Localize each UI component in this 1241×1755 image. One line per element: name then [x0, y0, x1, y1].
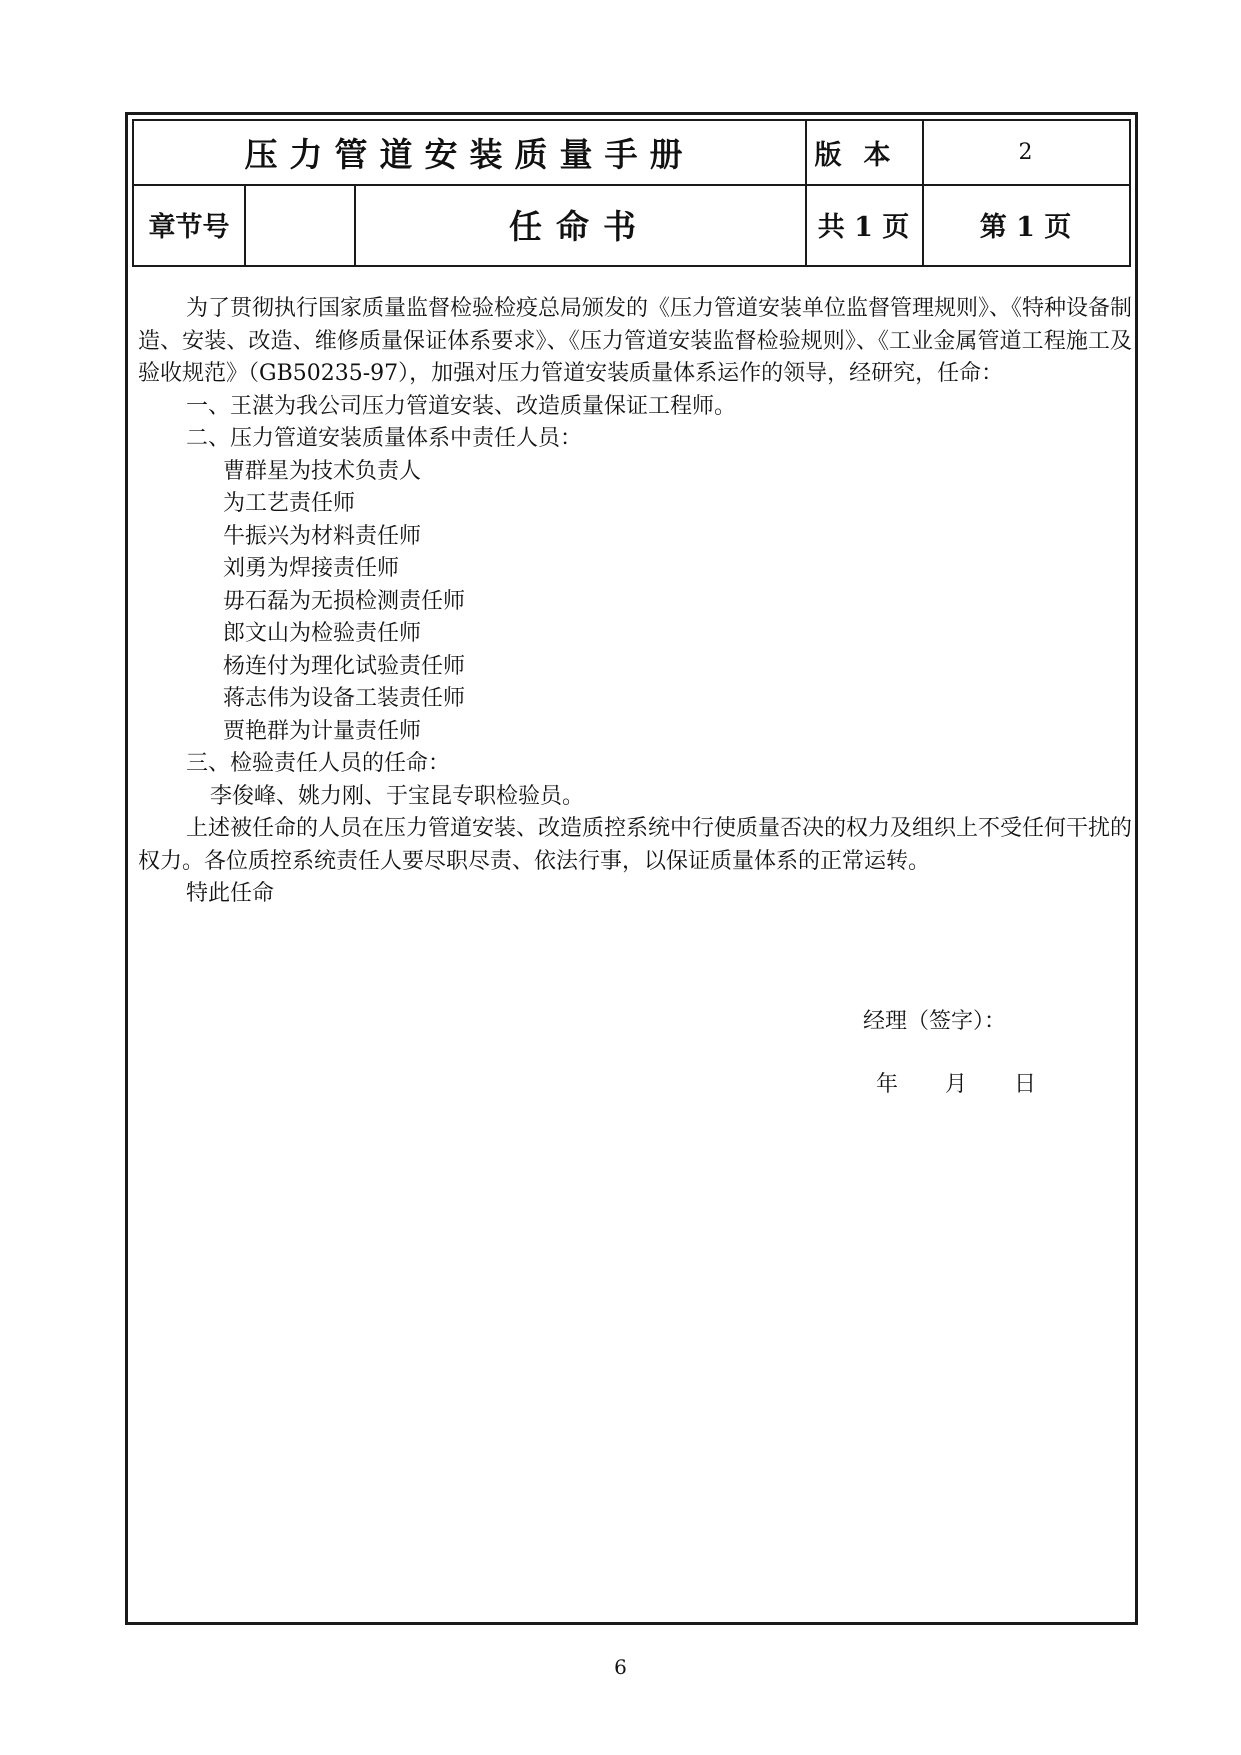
page-number: 6 [614, 1655, 627, 1679]
inspectors-line: 李俊峰、姚力刚、于宝昆专职检验员。 [210, 783, 585, 809]
chapter-value [244, 184, 354, 265]
appointment-line: 曹群星为技术负责人 [223, 458, 422, 484]
current-page: 第 1 页 [979, 212, 1072, 243]
appointment-line: 贾艳群为计量责任师 [223, 718, 422, 744]
chapter-label: 章节号 [148, 212, 230, 243]
total-pages: 共 1 页 [817, 212, 910, 243]
section-title: 任命书 [509, 207, 650, 246]
version-value: 2 [1018, 140, 1033, 165]
item-three: 三、检验责任人员的任命： [186, 751, 451, 776]
item-two: 二、压力管道安装质量体系中责任人员： [186, 426, 583, 451]
appointment-line: 刘勇为焊接责任师 [223, 556, 400, 581]
appointment-line: 为工艺责任师 [223, 491, 356, 516]
header-table [132, 119, 1131, 267]
appointment-line: 毋石磊为无损检测责任师 [223, 588, 466, 614]
signature-date: 年 月 日 [876, 1072, 1036, 1097]
appointment-line: 郎文山为检验责任师 [223, 621, 422, 646]
item-one: 一、王湛为我公司压力管道安装、改造质量保证工程师。 [186, 393, 737, 419]
version-label: 版本 [814, 140, 913, 171]
signature-label: 经理（签字）： [863, 1009, 1007, 1034]
closing-paragraph: 上述被任命的人员在压力管道安装、改造质控系统中行使质量否决的权力及组织上不受任何干扰的权力。各位质控系统责任人要尽职尽责、依法行事，以保证质量体系的正常运转。 [138, 816, 1133, 874]
manual-title: 压力管道安装质量手册 [244, 135, 695, 174]
appointment-line: 杨连付为理化试验责任师 [223, 653, 466, 679]
intro-paragraph: 为了贯彻执行国家质量监督检验检疫总局颁发的《压力管道安装单位监督管理规则》、《特种设备制造、安装、改造、维修质量保证体系要求》、《压力管道安装监督检验规则》、《工业金属管道工程施工及验收规范》（GB50235-97），加强对压力管道安装质量体系运作的领导，经研究，任命： [138, 296, 1133, 386]
appointment-line: 牛振兴为材料责任师 [223, 523, 422, 549]
final-line: 特此任命 [186, 881, 275, 906]
appointment-line: 蒋志伟为设备工装责任师 [223, 686, 466, 711]
appointment-body [138, 293, 1132, 911]
document-frame [125, 112, 1138, 1625]
